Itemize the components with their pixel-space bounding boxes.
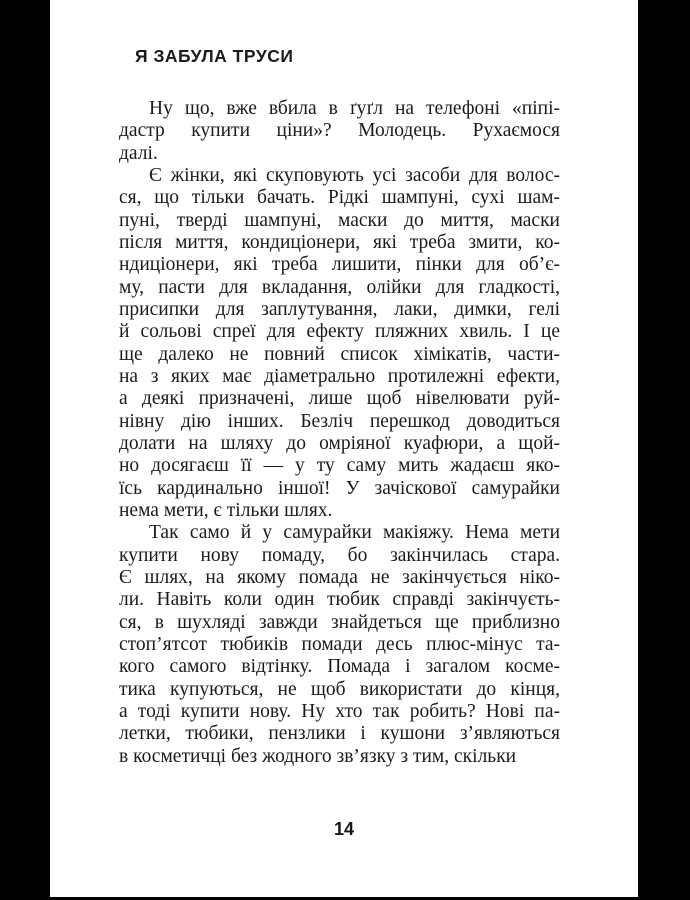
text-line: Ну що, вже вбила в ґуґл на телефоні «піпі-	[149, 98, 560, 119]
text-line: присипки для заплутування, лаки, димки, гелі	[119, 298, 560, 320]
page-number: 14	[333, 819, 355, 839]
text-line: кого самого відтінку. Помада і загалом косме-	[119, 656, 560, 678]
text-line: пуні, тверді шампуні, маски до миття, маски	[119, 209, 560, 231]
text-line: а тоді купити нову. Ну хто так робить? Нові па-	[119, 700, 560, 722]
paragraph	[119, 522, 560, 768]
text-line: ся, що тільки бачать. Рідкі шампуні, сухі шам-	[119, 187, 560, 209]
text-line: а деякі призначені, лише щоб нівелювати руй-	[119, 388, 560, 410]
text-line: ли. Навіть коли один тюбик справді закінчуєть-	[119, 589, 560, 611]
text-line: після миття, кондиціонери, які треба змити, ко-	[119, 231, 560, 253]
text-line: на з яких має діаметрально протилежні ефекти,	[119, 365, 560, 387]
paragraph	[119, 165, 560, 522]
text-line: нівну дію інших. Безліч перешкод доводиться	[119, 410, 560, 432]
paragraph	[119, 98, 560, 165]
text-line: купити нову помаду, бо закінчилась стара.	[119, 544, 560, 566]
text-line: їсь кардинально іншої! У зачіскової самурайки	[119, 477, 560, 499]
body-text	[119, 98, 560, 768]
text-line: нема мети, є тільки шлях.	[119, 499, 333, 521]
text-line: Є шлях, на якому помада не закінчується ніко-	[119, 566, 560, 588]
text-line: далі.	[119, 142, 158, 164]
text-line: ще далеко не повний список хімікатів, части-	[119, 343, 560, 365]
text-line: летки, тюбики, пензлики і кушони з’являються	[119, 723, 560, 745]
text-line: Є жінки, які скуповують усі засоби для волос-	[149, 164, 560, 186]
text-line: долати на шляху до омріяної куафюри, а щой-	[119, 432, 560, 454]
text-line: ся, в шухляді завжди знайдеться ще приблизно	[119, 611, 560, 633]
running-header: Я ЗАБУЛА ТРУСИ	[135, 46, 294, 66]
text-line: стоп’ятсот тюбиків помади десь плюс-мінус та-	[119, 633, 560, 655]
text-line: ндиціонери, які треба лишити, пінки для об’є-	[119, 254, 560, 276]
book-page	[50, 0, 638, 897]
text-line: й сольові спреї для ефекту пляжних хвиль. І це	[119, 321, 560, 343]
text-line: Так само й у самурайки макіяжу. Нема мети	[149, 522, 560, 544]
text-line: му, пасти для вкладання, олійки для гладкості,	[119, 276, 560, 298]
text-line: тика купуються, не щоб використати до кінця,	[119, 678, 560, 700]
text-line: в косметичці без жодного зв’язку з тим, скільки	[119, 745, 517, 767]
text-line: дастр купити ціни»? Молодець. Рухаємося	[119, 120, 560, 142]
text-line: но досягаєш її — у ту саму мить жадаєш яко-	[119, 455, 560, 477]
